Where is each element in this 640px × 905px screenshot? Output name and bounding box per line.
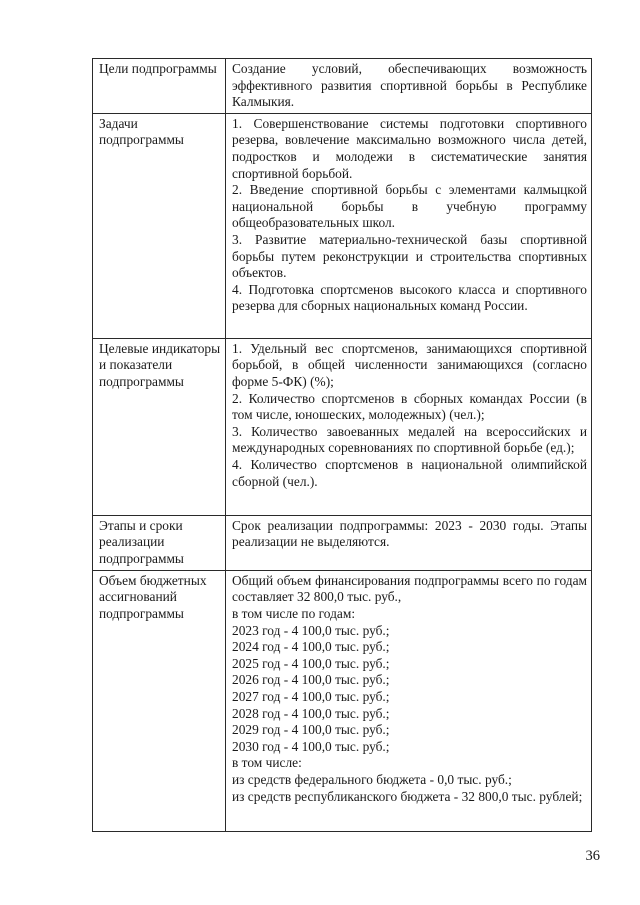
table-row-tasks bbox=[93, 113, 592, 338]
row-label: Задачи подпрограммы bbox=[93, 113, 226, 338]
budget-year-line: 2027 год - 4 100,0 тыс. руб.; bbox=[232, 688, 390, 704]
budget-year-line: 2028 год - 4 100,0 тыс. руб.; bbox=[232, 705, 390, 721]
row-value bbox=[226, 113, 592, 338]
budget-year-line: 2025 год - 4 100,0 тыс. руб.; bbox=[232, 655, 390, 671]
table-row-goals bbox=[93, 59, 592, 114]
indicator-item: 3. Количество завоеванных медалей на всероссийских и международных соревнованиях по спортивной борьбе (ед.); bbox=[232, 423, 587, 456]
budget-federal-line: из средств федерального бюджета - 0,0 тыс. руб.; bbox=[232, 771, 512, 787]
task-item: 4. Подготовка спортсменов высокого класса и спортивного резерва для сборных национальных команд России. bbox=[232, 281, 587, 314]
budget-year-line: 2029 год - 4 100,0 тыс. руб.; bbox=[232, 722, 390, 738]
goals-text: Создание условий, обеспечивающих возможность эффективного развития спортивной борьбы в Республике Калмыкия. bbox=[232, 61, 587, 110]
budget-intro: Общий объем финансирования подпрограммы всего по годам составляет 32 800,0 тыс. руб., bbox=[232, 572, 587, 605]
terms-text: Срок реализации подпрограммы: 2023 - 2030 годы. Этапы реализации не выделяются. bbox=[232, 517, 587, 550]
budget-republican-line: из средств республиканского бюджета - 32 800,0 тыс. рублей; bbox=[232, 788, 583, 804]
budget-year-line: 2026 год - 4 100,0 тыс. руб.; bbox=[232, 672, 390, 688]
table-row-indicators bbox=[93, 338, 592, 515]
indicator-item: 1. Удельный вес спортсменов, занимающихся спортивной борьбой, в общей численности занимающихся (согласно форме 5-ФК) (%); bbox=[232, 340, 587, 389]
task-item: 2. Введение спортивной борьбы с элементами калмыцкой национальной борьбы в учебную программу общеобразовательных школ. bbox=[232, 182, 587, 231]
budget-year-line: 2024 год - 4 100,0 тыс. руб.; bbox=[232, 639, 390, 655]
row-value bbox=[226, 570, 592, 831]
row-label: Цели подпрограммы bbox=[93, 59, 226, 114]
indicator-item: 4. Количество спортсменов в национальной олимпийской сборной (чел.). bbox=[232, 456, 587, 489]
budget-year-line: 2023 год - 4 100,0 тыс. руб.; bbox=[232, 622, 390, 638]
table-row-budget bbox=[93, 570, 592, 831]
row-value bbox=[226, 515, 592, 570]
budget-year-line: 2030 год - 4 100,0 тыс. руб.; bbox=[232, 738, 390, 754]
row-value bbox=[226, 59, 592, 114]
row-label: Этапы и сроки реализации подпрограммы bbox=[93, 515, 226, 570]
row-label: Целевые индикаторы и показатели подпрограммы bbox=[93, 338, 226, 515]
row-label: Объем бюджетных ассигнований подпрограммы bbox=[93, 570, 226, 831]
page-number: 36 bbox=[585, 848, 600, 864]
table-row-terms bbox=[93, 515, 592, 570]
row-value bbox=[226, 338, 592, 515]
budget-by-years-label: в том числе по годам: bbox=[232, 605, 356, 621]
indicator-item: 2. Количество спортсменов в сборных командах России (в том числе, юношеских, молодежных) (чел.); bbox=[232, 390, 587, 423]
budget-including-label: в том числе: bbox=[232, 755, 302, 771]
task-item: 1. Совершенствование системы подготовки спортивного резерва, вовлечение максимально возможного числа детей, подростков и молодежи в систематические занятия спортивной борьбой. bbox=[232, 115, 587, 181]
subprogram-passport-table bbox=[92, 58, 592, 832]
task-item: 3. Развитие материально-технической базы спортивной борьбы путем реконструкции и строительства спортивных объектов. bbox=[232, 231, 587, 281]
